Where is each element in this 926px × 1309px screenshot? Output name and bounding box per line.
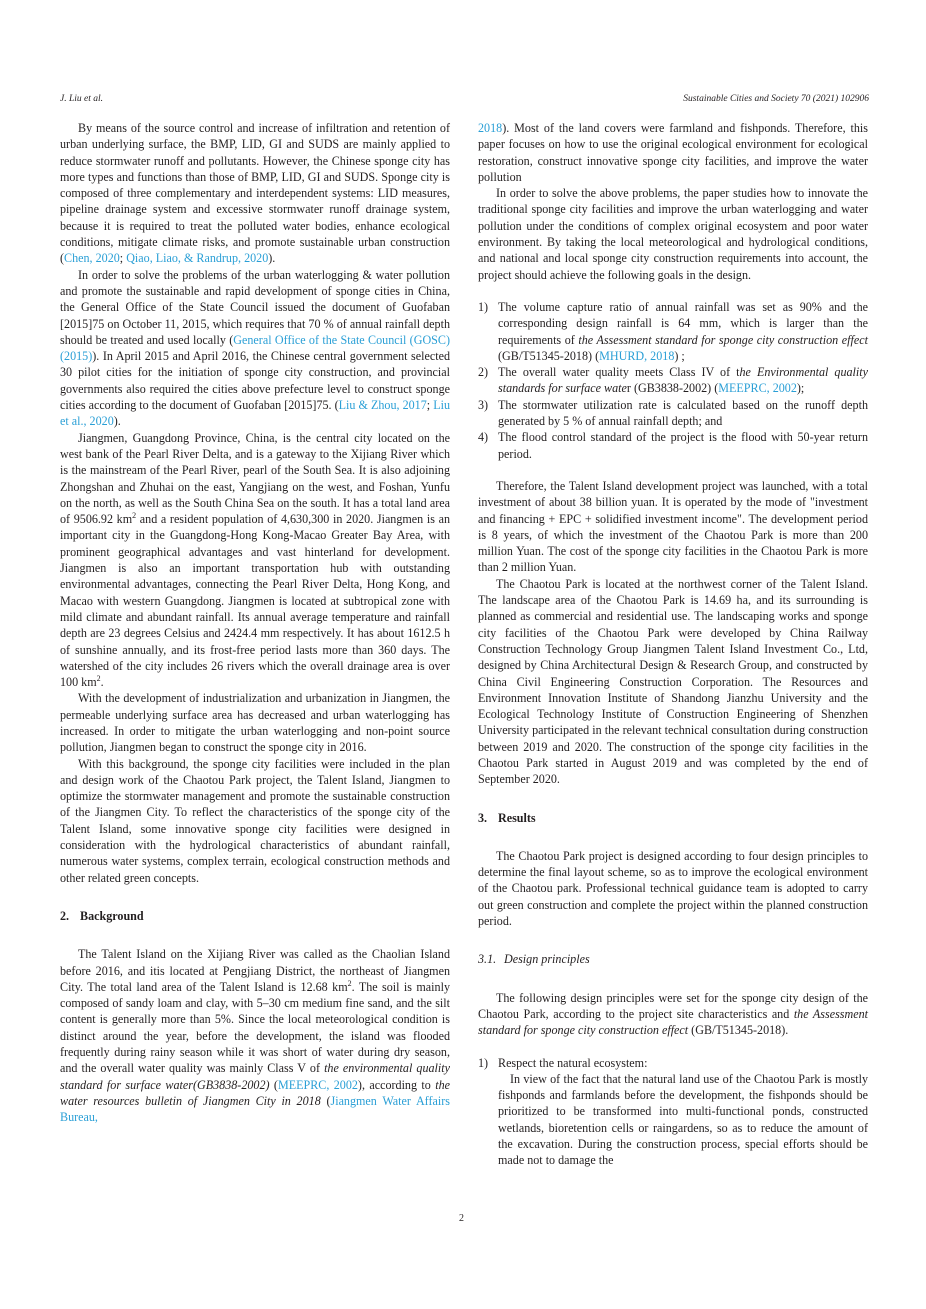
citation-link[interactable]: MEEPRC, 2002 xyxy=(718,381,797,396)
paragraph: In order to solve the above problems, the paper studies how to innovate the traditional sponge city facilities and improve the urban waterlogging and water pollution under the conditions of complex original ecosystem and poor water environment. By taking the local meteorological and hydrological conditions, and national and local sponge city construction requirements into account, the project should achieve the following goals in the design. xyxy=(478,186,868,282)
paragraph: The following design principles were set for the sponge city design of the Chaotou Park, according to the project site characteristics and the Assessment standard for sponge city construction effect (GB/T51345-2018). xyxy=(478,990,868,1038)
running-head-journal: Sustainable Cities and Society 70 (2021) 102906 xyxy=(683,94,869,104)
running-head-authors: J. Liu et al. xyxy=(60,94,104,104)
paragraph: Therefore, the Talent Island development project was launched, with a total investment of about 38 billion yuan. It is operated by the mode of "investment and financing + EPC + solidified investment income". The development period is 8 years, of which the investment of the Chaotou Park is more than 200 million Yuan. The cost of the sponge city facilities in the Chaotou Park is more than 2 million Yuan. xyxy=(478,478,868,575)
citation-link[interactable]: General Office of the State Council (GOSC) (2015) xyxy=(60,332,450,364)
paragraph: With the development of industrialization and urbanization in Jiangmen, the permeable underlying surface area has decreased and urban waterlogging has increased. In order to mitigate the urban waterlogging and non-point source pollution, Jiangmen began to construct the sponge city in 2016. xyxy=(60,691,450,755)
citation-link[interactable]: Liu et al., 2020 xyxy=(60,398,450,429)
design-goals-list xyxy=(478,299,868,462)
list-item: 4) The flood control standard of the project is the flood with 50-year return period. xyxy=(478,430,868,461)
section-heading-results: 3. Results xyxy=(478,810,536,825)
citation-link[interactable]: MHURD, 2018 xyxy=(599,348,675,363)
citation-link[interactable]: Chen, 2020 xyxy=(64,251,120,266)
paragraph: In order to solve the problems of the urban waterlogging & water pollution and promote the sustainable and rapid development of sponge cities in China, the General Office of the State Council issued the document of Guofaban [2015]75 on October 11, 2015, which requires that 70 % of annual rainfall depth should be treated and used locally (General Office of the State Council (GOSC) (2015)). In April 2015 and April 2016, the Chinese central government selected 30 pilot cities for the initiation of sponge city construction, and provincial governments also required the cities above prefecture level to construct sponge cities according to the document of Guofaban [2015]75. (Liu & Zhou, 2017; Liu et al., 2020). xyxy=(60,267,450,429)
list-item: 3) The stormwater utilization rate is calculated based on the runoff depth generated by 5 % of annual rainfall depth; and xyxy=(478,397,868,429)
subsection-heading-design-principles: 3.1. Design principles xyxy=(478,952,590,967)
list-item: 2) The overall water quality meets Class IV of the Environmental quality standards for surface water (GB3838-2002) (MEEPRC, 2002); xyxy=(478,365,869,396)
paragraph: Jiangmen, Guangdong Province, China, is the central city located on the west bank of the Pearl River Delta, and is a gateway to the Xijiang River which is the mainstream of the Pearl River, pearl of the South Sea. It is also adjoining Zhongshan and Zhuhai on the east, Yangjiang on the west, and Foshan, Yunfu on the north, as well as the South China Sea on the south. It has a total land area of 9506.92 $km^2$ and a resident population of 4,630,300 in 2020. Jiangmen is an important city in the Guangdong-Hong Kong-Macao Greater Bay Area, with prominent geographical advantages and vast hinterland for development. Jiangmen is also an important transportation hub with outstanding environmental advantages, connecting the Pearl River Delta, Hong Kong, and Macao with western Guangdong. Jiangmen is located at subtropical zone with mild climate and abundant rainfall. Its annual average temperature and rainfall depth are 23 degrees Celsius and 2424.4 mm respectively. It has about 1612.5 h of sunshine annually, and its frost-free period lasts more than 360 days. The watershed of the city includes 26 rivers which the overall drainage area is over 100 $km^2$. xyxy=(60,430,450,690)
paragraph: 2018). Most of the land covers were farmland and fishponds. Therefore, this paper focuses on how to use the original ecological environment for ecological restoration, construct innovative sponge city facilities, and improve the water pollution xyxy=(478,121,868,184)
page-number: 2 xyxy=(459,1213,464,1224)
section-heading-background: 2. Background xyxy=(60,908,144,923)
citation-link[interactable]: MEEPRC, 2002 xyxy=(277,1077,358,1092)
list-item: 1) The volume capture ratio of annual rainfall was set as 90% and the corresponding design rainfall is 64 mm, which is larger than the requirements of the Assessment standard for sponge city construction effect (GB/T51345-2018) (MHURD, 2018) ; xyxy=(478,299,868,363)
paragraph: The Talent Island on the Xijiang River was called as the Chaolian Island before 2016, and itis located at Pengjiang District, the northeast of Jiangmen City. The total land area of the Talent Island is 12.68 $km^2$. The soil is mainly composed of sandy loam and clay, with 5–30 cm medium fine sand, and the silt content is generally more than 5%. Since the local meteorological condition is distinct around the year, before the development, the island was flooded frequently during rainy season while it was short of water during dry season, and the overall water quality was mainly Class V of the environmental quality standard for surface water(GB3838-2002) (MEEPRC, 2002), according to the water resources bulletin of Jiangmen City in 2018 (Jiangmen Water Affairs Bureau, xyxy=(60,947,450,1125)
paragraph: By means of the source control and increase of infiltration and retention of urban underlying surface, the BMP, LID, GI and SUDS are mainly applied to reduce stormwater runoff and pollutants. However, the Chinese sponge city has more types and functions than those of BMP, LID, GI and SUDS. Sponge city is composed of three complementary and interdependent systems: LID measures, pipeline drainage system and excessive stormwater runoff drainage system, because it is required to treat the polluted water bodies, enhance ecological conditions, mitigate climate risks, and promote sustainable urban construction (Chen, 2020; Qiao, Liao, & Randrup, 2020). xyxy=(60,121,450,266)
citation-link[interactable]: Jiangmen Water Affairs Bureau, xyxy=(60,1093,450,1125)
list-item: 1) Respect the natural ecosystem: In view of the fact that the natural land use of the Chaotou Park is mostly fishponds and farmlands before the development, the fishponds should be prioritized to be transformed into multi-functional ponds, constructed wetlands, bioretention cells or raingardens, so as to reduce the amount of the excavation. During the construction process, special efforts should be made not to damage the xyxy=(478,1055,868,1168)
paragraph: The Chaotou Park is located at the northwest corner of the Talent Island. The landscape area of the Chaotou Park is 14.69 ha, and its surrounding is planned as commercial and residential use. The landscaping works and sponge city facilities of the Chaotou Park were developed by China Railway Construction Technology Group Jiangmen Talent Island Investment Co., Ltd, designed by China Architectural Design & Research Group, and constructed by China Civil Engineering Construction Corporation. The Resources and Environment Innovation Institute of Shandong Jianzhu University and the Ecological Technology Institute of Construction Engineering of Shenzhen University participated in the relevant technical consultation during construction between 2019 and 2020. The construction of the sponge city facilities in the Chaotou Park started in August 2019 and was completed by the end of September 2020. xyxy=(478,576,868,787)
left-column xyxy=(60,120,450,1126)
paragraph: In view of the fact that the natural land use of the Chaotou Park is mostly fishponds and farmlands before the development, the fishponds should be prioritized to be transformed into multi-functional ponds, constructed wetlands, bioretention cells or raingardens, so as to reduce the amount of the excavation. During the construction process, special efforts should be made not to damage the xyxy=(498,1071,868,1168)
paragraph: The Chaotou Park project is designed according to four design principles to determine the final layout scheme, so as to improve the ecological environment of the Chaotou park. Professional technical guidance team is adopted to carry out green construction and complete the project within the planned construction period. xyxy=(478,848,868,929)
design-principles-list xyxy=(478,1055,868,1169)
citation-link[interactable]: 2018 xyxy=(478,121,503,135)
paragraph: With this background, the sponge city facilities were included in the plan and design work of the Chaotou Park project, the Talent Island, Jiangmen to optimize the stormwater management and promote the sustainable construction of the Jiangmen City. To reflect the characteristics of the sponge city of the Talent Island, some innovative sponge city facilities were designed in consideration with the hydrological characteristics of abundant rainfall, numerous water systems, complex terrain, ecological construction methods and other related green concepts. xyxy=(60,756,450,885)
citation-link[interactable]: Qiao, Liao, & Randrup, 2020 xyxy=(126,251,269,266)
citation-link[interactable]: Liu & Zhou, 2017 xyxy=(338,398,427,413)
right-column xyxy=(478,120,868,1169)
